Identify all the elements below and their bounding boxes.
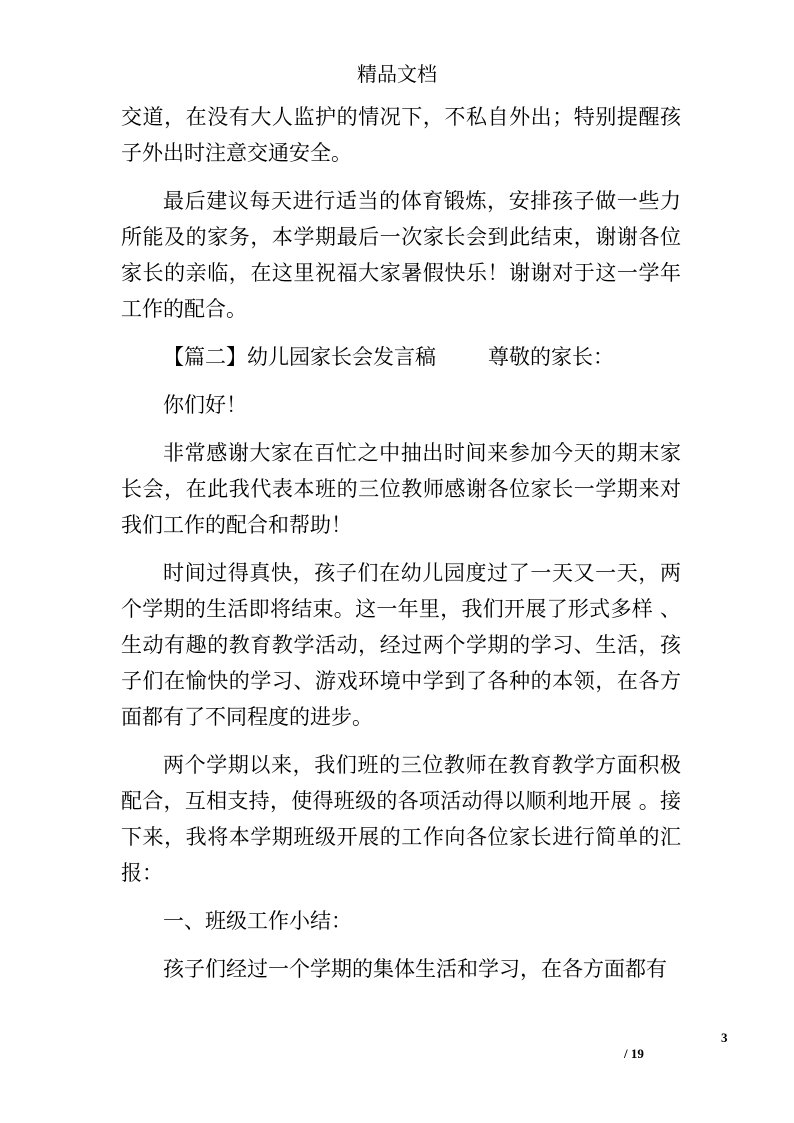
section-heading-line — [121, 339, 681, 375]
paragraph: 两个学期以来，我们班的三位教师在教育教学方面积极配合，互相支持，使得班级的各项活动得以顺利地开展 。接下来，我将本学期班级开展的工作向各位家长进行简单的汇报： — [121, 753, 681, 885]
paragraph: 非常感谢大家在百忙之中抽出时间来参加今天的期末家长会，在此我代表本班的三位教师感谢各位家长一学期来对我们工作的配合和帮助！ — [121, 441, 681, 537]
paragraph: 最后建议每天进行适当的体育锻炼，安排孩子做一些力所能及的家务，本学期最后一次家长会到此结束，谢谢各位家长的亲临，在这里祝福大家暑假快乐！谢谢对于这一学年工作的配合。 — [121, 189, 681, 321]
document-body — [121, 99, 681, 999]
page-total: / 19 — [624, 1046, 644, 1061]
salutation: 尊敬的家长： — [488, 345, 614, 369]
section-heading: 【篇二】幼儿园家长会发言稿 — [163, 345, 436, 369]
paragraph: 时间过得真快，孩子们在幼儿园度过了一天又一天，两个学期的生活即将结束。这一年里，我们开展了形式多样 、生动有趣的教育教学活动，经过两个学期的学习、生活，孩子们在愉快的学习、游戏环境中学到了各种的本领，在各方面都有了不同程度的进步。 — [121, 561, 681, 729]
page-header: 精品文档 — [357, 62, 437, 86]
greeting: 你们好！ — [163, 393, 247, 417]
subsection-heading: 一、班级工作小结： — [163, 909, 352, 933]
page-number: 3 — [721, 1030, 728, 1045]
paragraph: 孩子们经过一个学期的集体生活和学习，在各方面都有 — [163, 957, 667, 981]
paragraph: 交道，在没有大人监护的情况下，不私自外出；特别提醒孩子外出时注意交通安全。 — [121, 105, 681, 165]
